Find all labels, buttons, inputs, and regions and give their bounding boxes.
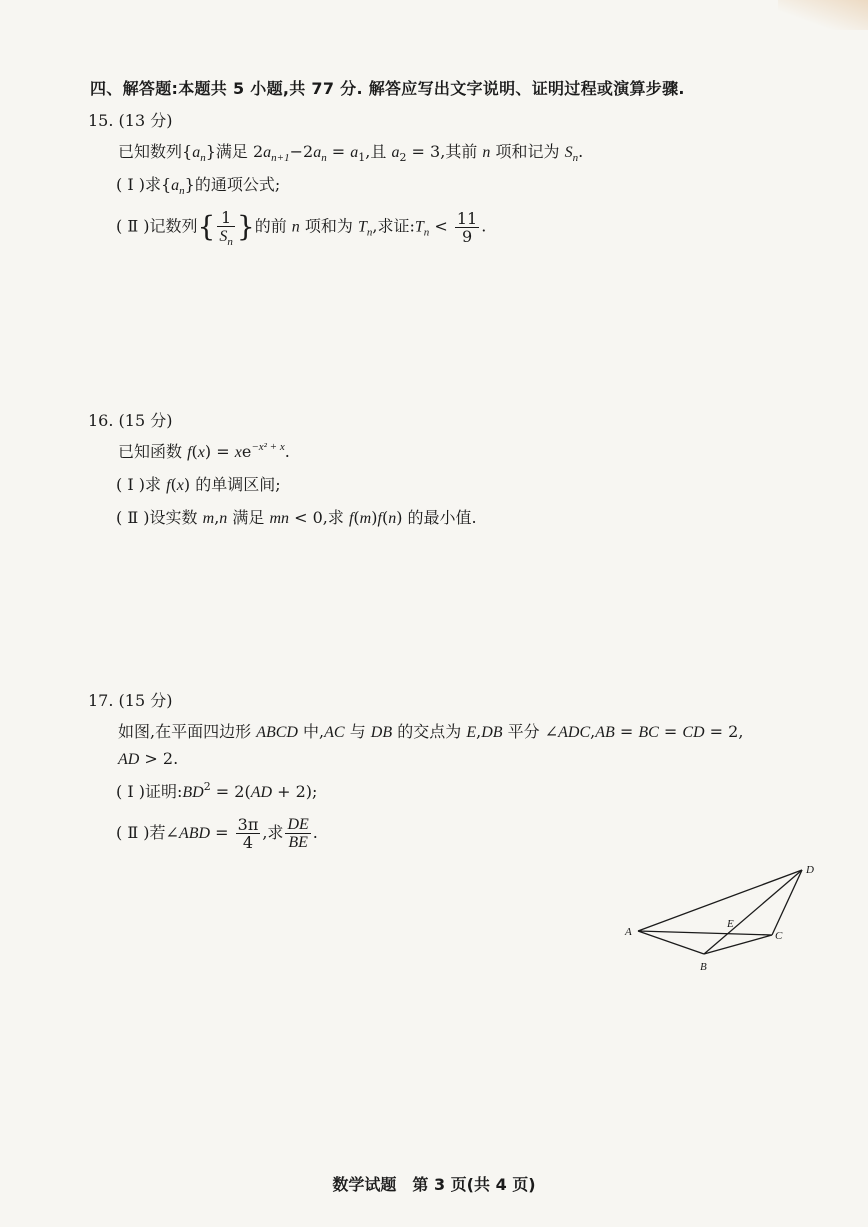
page-footer: 数学试题 第 3 页(共 4 页)	[332, 1175, 536, 1194]
problem-15-part-2: ( Ⅱ )记数列{ $\frac{1}{S_n}$ }的前 n 项和为 $T_n$,求证$:T_n$ < $\frac{11}{9}$ .	[116, 208, 487, 248]
stmt-text: =	[614, 722, 639, 741]
stmt-text: =	[326, 142, 351, 161]
part-text: <	[429, 216, 453, 236]
vertex-label-C: C	[775, 930, 783, 942]
figure-svg	[622, 858, 822, 978]
stmt-text: 中,	[297, 722, 325, 741]
problem-16	[88, 408, 828, 530]
problem-15-statement: 已知数列$\{a_n\}$满足 $2a_{n+1}-2a_n = a_1$,且 $a_2 = 3$,其前 n 项和记为 $S_n$.	[118, 142, 584, 164]
quadrilateral-figure	[622, 858, 822, 978]
stmt-text: 项和记为	[490, 142, 565, 161]
fraction-1-over-Sn	[217, 208, 235, 248]
frac-num: DE	[287, 816, 309, 833]
problem-17-statement: 如图,在平面四边形 ABCD 中,AC 与 DB 的交点为 E,DB 平分 ∠ADC,AB = BC = CD = 2,	[118, 722, 744, 741]
part-text: + 2);	[272, 782, 318, 801]
part-text: 的前	[254, 216, 292, 236]
problem-17-part-1: ( Ⅰ )证明$:BD^2 = 2(AD + 2)$;	[116, 780, 318, 801]
frac-den: S	[219, 228, 228, 245]
problem-17-statement-cont: AD > 2.	[118, 749, 179, 768]
problem-16-part-2: ( Ⅱ )设实数 m,n 满足 mn < 0,求 f(m)f(n) 的最小值.	[116, 508, 477, 527]
stmt-text: −2	[289, 142, 314, 161]
frac-num: 3π	[237, 815, 259, 834]
part-text: 项和为	[299, 216, 358, 236]
vertex-label-A: A	[625, 926, 632, 938]
stmt-text: =	[211, 442, 235, 461]
part-text: < 0,求	[289, 508, 349, 527]
part-text: ,求证:	[372, 216, 415, 236]
stmt-text: 满足 2	[215, 142, 264, 161]
frac-den: 4	[242, 833, 254, 852]
stmt-text: 已知数列	[118, 142, 183, 161]
problem-17-heading: 17. (15 分)	[88, 691, 173, 710]
part-text: ,求	[262, 823, 284, 842]
part-label: ( Ⅰ )证明:	[116, 782, 183, 801]
stmt-text: ,	[590, 722, 596, 741]
part-text: 的通项公式;	[194, 175, 281, 194]
part-label: ( Ⅰ )求	[116, 475, 167, 494]
frac-den-sub: n	[227, 236, 233, 248]
vertex-label-E: E	[727, 918, 734, 930]
section-header: 四、解答题:本题共 5 小题,共 77 分. 解答应写出文字说明、证明过程或演算步骤.	[90, 79, 685, 98]
fraction-11-over-9	[455, 210, 479, 245]
stmt-text: e	[241, 442, 252, 461]
frac-num: 11	[456, 208, 478, 228]
problem-15-part-1: ( Ⅰ )求$\{a_n\}$的通项公式;	[116, 175, 281, 197]
vertex-label-D: D	[806, 864, 814, 876]
stmt-text: > 2.	[139, 749, 179, 768]
stmt-text: 平分 ∠	[502, 722, 559, 741]
part-label: ( Ⅰ )求	[116, 175, 161, 194]
frac-num: 1	[217, 209, 235, 227]
stmt-text: =	[658, 722, 683, 741]
part-text: = 2(	[210, 782, 251, 801]
problem-15-heading: 15. (13 分)	[88, 111, 173, 130]
problem-16-statement: 已知函数 $f(x) = xe^{-x^2 + x}$.	[118, 441, 290, 461]
part-text: 满足	[227, 508, 270, 527]
segment-AB	[638, 931, 704, 954]
problem-16-part-1: ( Ⅰ )求 f(x) 的单调区间;	[116, 475, 281, 494]
stmt-text: = 2,	[704, 722, 744, 741]
stmt-text: ,且	[365, 142, 392, 161]
paper-smudge	[778, 0, 868, 30]
part-text: 的最小值.	[402, 508, 477, 527]
part-text: 的单调区间;	[190, 475, 281, 494]
part-text: =	[210, 823, 234, 842]
segment-AC	[638, 931, 772, 935]
problem-16-heading: 16. (15 分)	[88, 411, 173, 430]
stmt-text: = 3,其前	[406, 142, 483, 161]
vertex-label-B: B	[700, 961, 707, 973]
part-label: ( Ⅱ )记数列	[116, 216, 198, 236]
stmt-text: 的交点为	[392, 722, 467, 741]
frac-den: 9	[461, 226, 473, 246]
part-label: ( Ⅱ )设实数	[116, 508, 203, 527]
stmt-text: ,	[476, 722, 482, 741]
stmt-text: 与	[344, 722, 371, 741]
frac-den: BE	[288, 834, 308, 851]
fraction-DE-over-BE	[285, 816, 310, 851]
problem-15	[88, 108, 828, 248]
problem-17-part-2: ( Ⅱ )若∠ABD = $\frac{3\pi}{4}$ ,求 $\frac{DE}{BE}$ .	[116, 815, 318, 852]
part-label: ( Ⅱ )若∠	[116, 823, 179, 842]
fraction-3pi-over-4	[236, 816, 261, 851]
problem-17	[88, 688, 828, 851]
stmt-text: 已知函数	[118, 442, 188, 461]
exponent: −x² + x	[251, 441, 285, 453]
segment-BD	[704, 870, 802, 954]
stmt-text: 如图,在平面四边形	[118, 722, 257, 741]
